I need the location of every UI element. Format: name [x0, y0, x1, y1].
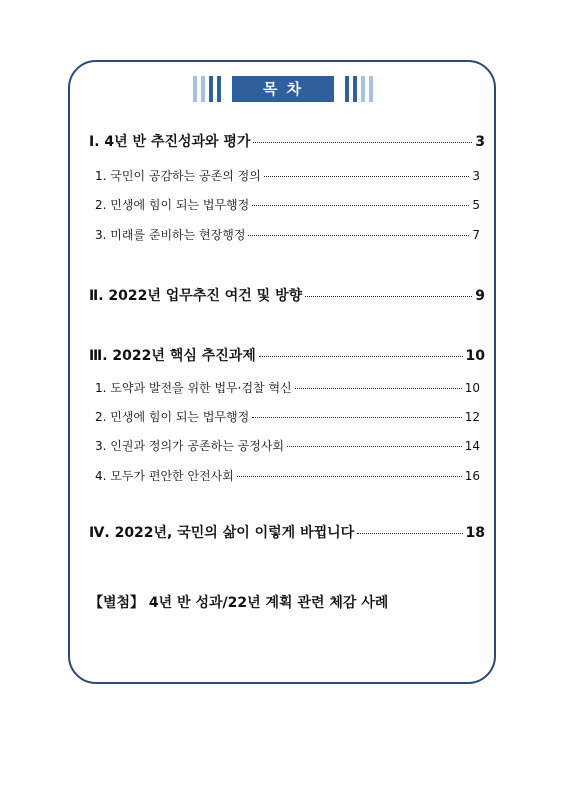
dot-leader: [237, 476, 462, 477]
dot-leader: [259, 356, 463, 357]
dot-leader: [295, 388, 462, 389]
toc-item[interactable]: [95, 379, 480, 396]
decor-bar: [345, 76, 349, 102]
toc-section[interactable]: [89, 345, 485, 365]
toc-frame: [68, 60, 496, 684]
section-page: 3: [475, 134, 485, 150]
item-label: 1. 도약과 발전을 위한 법무·검찰 혁신: [95, 381, 292, 395]
section-page: 18: [465, 525, 485, 541]
dot-leader: [305, 296, 472, 297]
toc-item[interactable]: [95, 196, 480, 213]
dot-leader: [252, 417, 461, 418]
section-label: Ⅲ. 2022년 핵심 추진과제: [89, 348, 256, 364]
dot-leader: [357, 533, 462, 534]
section-label: Ⅳ. 2022년, 국민의 삶이 이렇게 바뀝니다: [89, 525, 355, 541]
dot-leader: [248, 235, 469, 236]
item-page: 12: [464, 410, 480, 424]
item-page: 5: [472, 198, 480, 212]
toc-item[interactable]: [95, 167, 480, 184]
item-page: 10: [464, 381, 480, 395]
toc-title-band: [193, 76, 373, 102]
item-label: 4. 모두가 편안한 안전사회: [95, 469, 234, 483]
toc-title: 목 차: [232, 76, 334, 102]
toc-item[interactable]: [95, 467, 480, 484]
toc-item[interactable]: [95, 437, 480, 454]
dot-leader: [287, 446, 462, 447]
toc-item[interactable]: [95, 408, 480, 425]
item-page: 7: [472, 228, 480, 242]
dot-leader: [252, 205, 469, 206]
section-label: Ⅰ. 4년 반 추진성과와 평가: [89, 134, 251, 150]
item-page: 3: [472, 169, 480, 183]
section-page: 9: [475, 288, 485, 304]
toc-section[interactable]: [89, 131, 485, 151]
decor-bar: [209, 76, 213, 102]
item-label: 1. 국민이 공감하는 공존의 정의: [95, 169, 261, 183]
item-label: 2. 민생에 힘이 되는 법무행정: [95, 198, 250, 212]
decor-bar: [193, 76, 197, 102]
item-label: 3. 인권과 정의가 공존하는 공정사회: [95, 439, 284, 453]
toc-section[interactable]: [89, 522, 485, 542]
decor-bar: [361, 76, 365, 102]
toc-item[interactable]: [95, 226, 480, 243]
dot-leader: [253, 142, 472, 143]
section-label: Ⅱ. 2022년 업무추진 여건 및 방향: [89, 288, 303, 304]
item-page: 14: [464, 439, 480, 453]
decor-bar: [217, 76, 221, 102]
item-label: 3. 미래를 준비하는 현장행정: [95, 228, 246, 242]
decor-bar: [353, 76, 357, 102]
toc-section[interactable]: [89, 285, 485, 305]
attachment-note[interactable]: 【별첨】 4년 반 성과/22년 계획 관련 체감 사례: [89, 595, 389, 611]
item-page: 16: [464, 469, 480, 483]
section-page: 10: [465, 348, 485, 364]
dot-leader: [264, 176, 470, 177]
item-label: 2. 민생에 힘이 되는 법무행정: [95, 410, 250, 424]
decor-bar: [369, 76, 373, 102]
decor-bar: [201, 76, 205, 102]
